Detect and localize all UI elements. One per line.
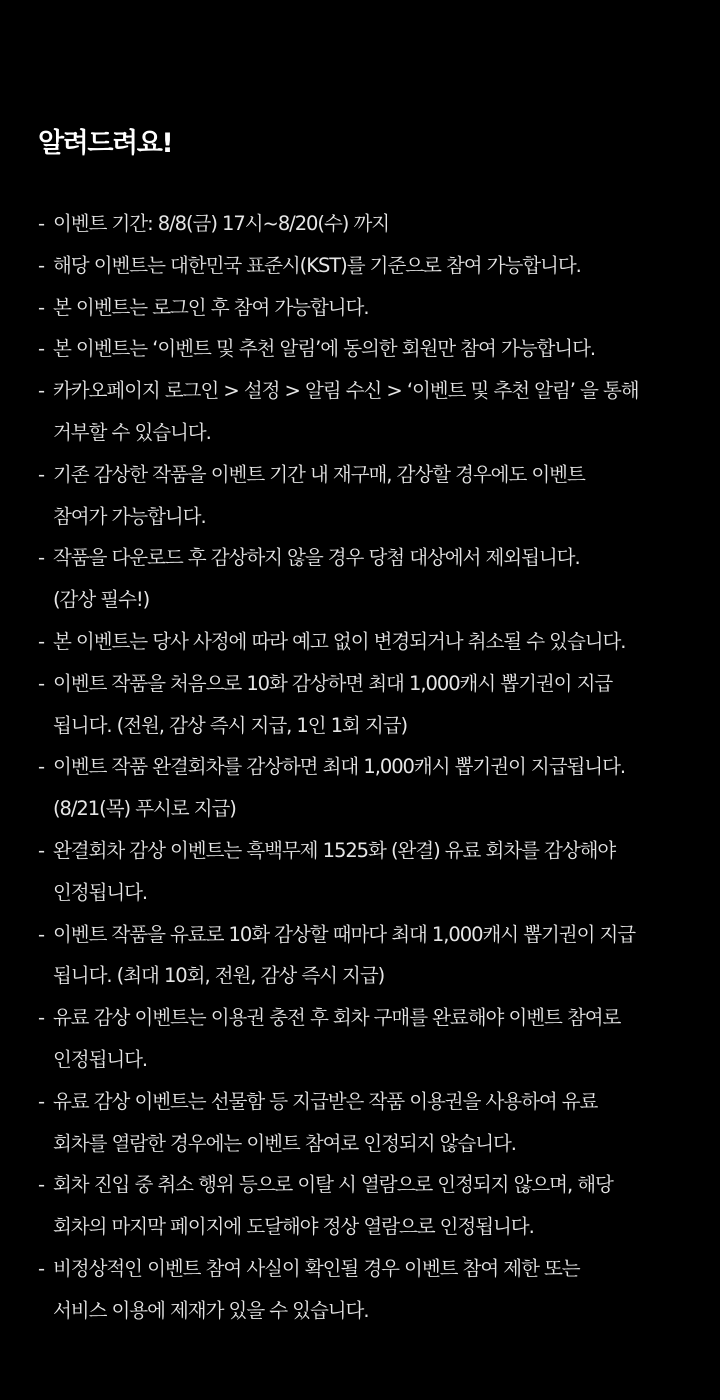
bullet-dash: - — [38, 838, 46, 862]
notice-item-line: 이벤트 작품을 유료로 10화 감상할 때마다 최대 1,000캐시 뽑기권이 지급 — [53, 922, 636, 946]
notice-item-text — [53, 287, 700, 329]
notice-list — [38, 203, 700, 1332]
notice-item-line: 작품을 다운로드 후 감상하지 않을 경우 당첨 대상에서 제외됩니다. — [53, 546, 580, 570]
notice-item-line: 이벤트 기간: 8/8(금) 17시~8/20(수) 까지 — [53, 212, 390, 235]
notice-item — [38, 621, 700, 663]
notice-item-text — [53, 370, 700, 454]
notice-item-line: 회차 진입 중 취소 행위 등으로 이탈 시 열람으로 인정되지 않으며, 해당 — [53, 1173, 613, 1197]
notice-item — [38, 287, 700, 329]
notice-item-text — [53, 621, 700, 663]
bullet-dash: - — [38, 629, 46, 653]
bullet-dash: - — [38, 671, 46, 695]
notice-item — [38, 830, 700, 914]
bullet-dash: - — [38, 379, 46, 403]
bullet-dash: - — [38, 212, 46, 235]
notice-item — [38, 203, 700, 245]
notice-item-text — [53, 1164, 700, 1248]
bullet-dash: - — [38, 1173, 46, 1197]
notice-title: 알려드려요! — [38, 128, 173, 159]
notice-item — [38, 997, 700, 1081]
notice-item-line: 본 이벤트는 당사 사정에 따라 예고 없이 변경되거나 취소될 수 있습니다. — [53, 629, 626, 653]
notice-item-line: 이벤트 작품을 처음으로 10화 감상하면 최대 1,000캐시 뽑기권이 지급 — [53, 671, 613, 695]
bullet-dash: - — [38, 546, 46, 570]
notice-item — [38, 1164, 700, 1248]
notice-item-text — [53, 328, 700, 370]
notice-item-text — [53, 830, 700, 914]
notice-item-line: 인정됩니다. — [53, 1047, 148, 1071]
notice-item-text — [53, 914, 700, 998]
notice-item — [38, 746, 700, 830]
notice-item-line: 해당 이벤트는 대한민국 표준시(KST)를 기준으로 참여 가능합니다. — [53, 253, 581, 277]
notice-item-line: 카카오페이지 로그인 > 설정 > 알림 수신 > ‘이벤트 및 추천 알림’ 을 통해 — [53, 379, 639, 403]
notice-item-line: 본 이벤트는 ‘이벤트 및 추천 알림’에 동의한 회원만 참여 가능합니다. — [53, 337, 596, 361]
notice-item-text — [53, 245, 700, 287]
notice-item-line: 됩니다. (최대 10회, 전원, 감상 즉시 지급) — [53, 964, 385, 988]
notice-item-line: 참여가 가능합니다. — [53, 504, 206, 528]
notice-item-text — [53, 203, 700, 245]
notice-item-line: 회차를 열람한 경우에는 이벤트 참여로 인정되지 않습니다. — [53, 1131, 516, 1155]
notice-item-line: 유료 감상 이벤트는 이용권 충전 후 회차 구매를 완료해야 이벤트 참여로 — [53, 1006, 621, 1030]
bullet-dash: - — [38, 1006, 46, 1030]
notice-item-line: 인정됩니다. — [53, 880, 148, 904]
notice-item — [38, 914, 700, 998]
bullet-dash: - — [38, 295, 46, 319]
notice-item-line: 서비스 이용에 제재가 있을 수 있습니다. — [53, 1298, 369, 1322]
notice-item-text — [53, 1248, 700, 1332]
bullet-dash: - — [38, 1089, 46, 1113]
notice-item — [38, 328, 700, 370]
notice-item-line: 거부할 수 있습니다. — [53, 420, 211, 444]
bullet-dash: - — [38, 337, 46, 361]
notice-item — [38, 245, 700, 287]
notice-item — [38, 1081, 700, 1165]
notice-item-line: (감상 필수!) — [53, 588, 150, 612]
notice-item — [38, 370, 700, 454]
notice-item-text — [53, 454, 700, 538]
bullet-dash: - — [38, 1256, 46, 1280]
notice-item-text — [53, 537, 700, 621]
notice-item-line: 기존 감상한 작품을 이벤트 기간 내 재구매, 감상할 경우에도 이벤트 — [53, 462, 585, 486]
notice-item-line: 유료 감상 이벤트는 선물함 등 지급받은 작품 이용권을 사용하여 유료 — [53, 1089, 598, 1113]
bullet-dash: - — [38, 922, 46, 946]
notice-item-text — [53, 746, 700, 830]
notice-item-line: 됩니다. (전원, 감상 즉시 지급, 1인 1회 지급) — [53, 713, 408, 737]
notice-item — [38, 1248, 700, 1332]
bullet-dash: - — [38, 253, 46, 277]
notice-item-text — [53, 1081, 700, 1165]
bullet-dash: - — [38, 462, 46, 486]
notice-item-line: 회차의 마지막 페이지에 도달해야 정상 열람으로 인정됩니다. — [53, 1215, 534, 1239]
notice-item — [38, 454, 700, 538]
notice-item — [38, 537, 700, 621]
notice-item-text — [53, 997, 700, 1081]
bullet-dash: - — [38, 755, 46, 779]
notice-item-line: (8/21(목) 푸시로 지급) — [53, 797, 236, 821]
notice-item-text — [53, 663, 700, 747]
notice-item — [38, 663, 700, 747]
notice-item-line: 완결회차 감상 이벤트는 흑백무제 1525화 (완결) 유료 회차를 감상해야 — [53, 838, 616, 862]
notice-item-line: 이벤트 작품 완결회차를 감상하면 최대 1,000캐시 뽑기권이 지급됩니다. — [53, 755, 626, 779]
notice-item-line: 비정상적인 이벤트 참여 사실이 확인될 경우 이벤트 참여 제한 또는 — [53, 1256, 580, 1280]
notice-item-line: 본 이벤트는 로그인 후 참여 가능합니다. — [53, 295, 369, 319]
